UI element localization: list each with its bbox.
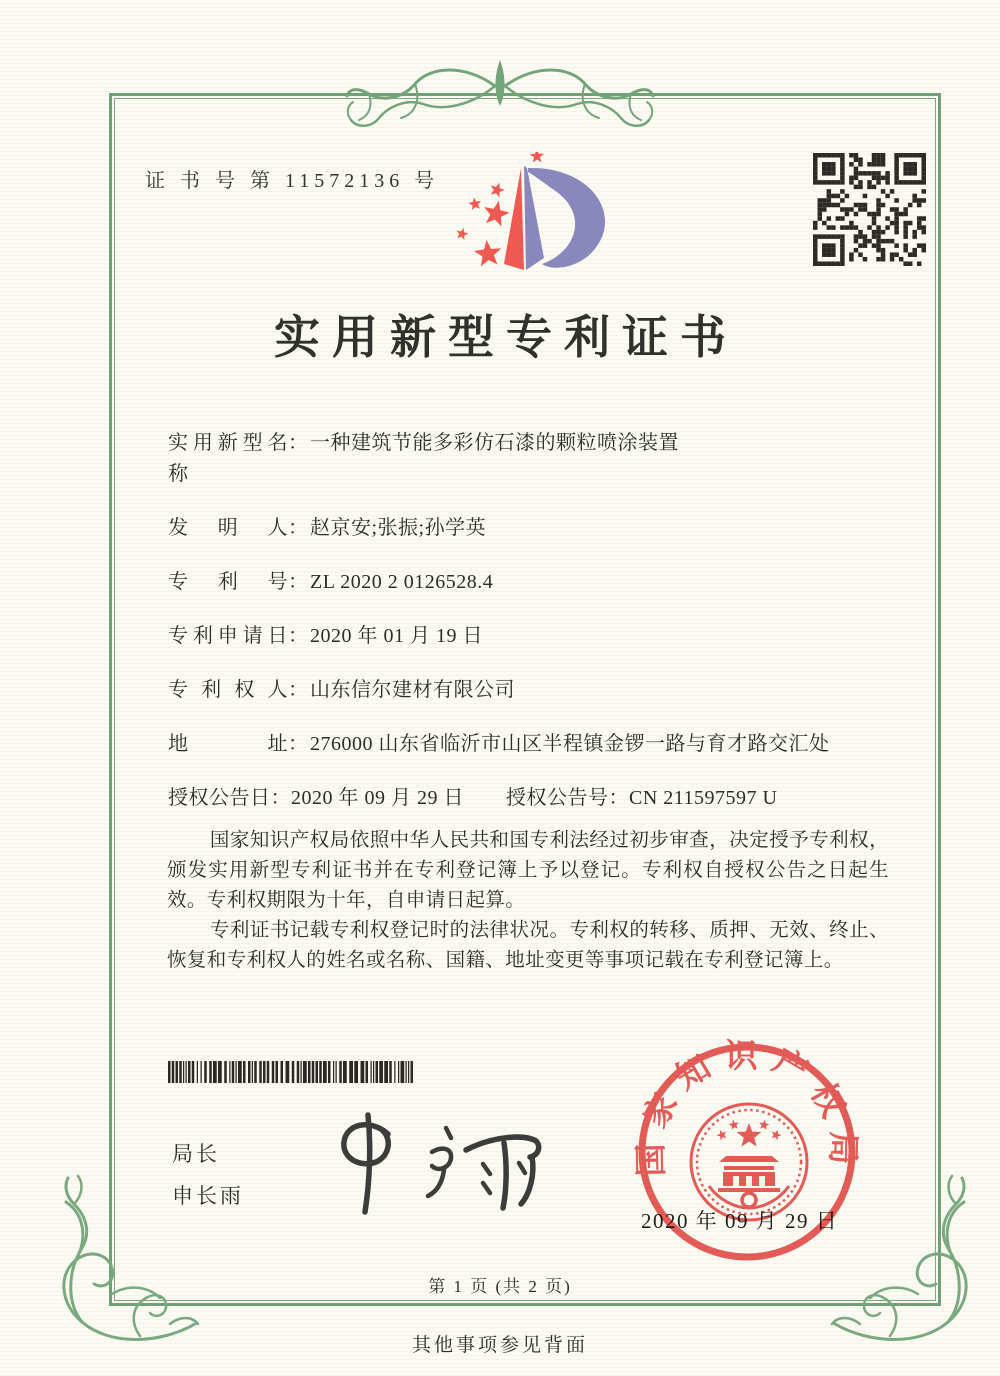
seal-text: 国家知识产权局 bbox=[633, 1039, 861, 1177]
grant-row bbox=[168, 783, 892, 814]
field-label: 地址 bbox=[168, 733, 288, 755]
field-list bbox=[168, 428, 892, 814]
legal-paragraph-2: 专利证书记载专利权登记时的法律状况。专利权的转移、质押、无效、终止、恢复和专利权人的姓名或名称、国籍、地址变更等事项记载在专利登记簿上。 bbox=[167, 920, 889, 971]
grant-date-label: 授权公告日 bbox=[168, 787, 271, 809]
legal-text bbox=[167, 826, 889, 976]
field-value: 276000 山东省临沂市山区半程镇金锣一路与育才路交汇处 bbox=[310, 733, 830, 755]
field-value: 山东信尔建材有限公司 bbox=[310, 679, 515, 701]
barcode-icon bbox=[168, 1061, 418, 1083]
cnipa-logo bbox=[438, 152, 608, 284]
director-name: 申长雨 bbox=[172, 1184, 244, 1208]
field-colon: ： bbox=[288, 432, 309, 454]
grant-date-value: 2020 年 09 月 29 日 bbox=[291, 787, 464, 809]
field-value: 赵京安;张振;孙学英 bbox=[310, 517, 487, 539]
field-value: 一种建筑节能多彩仿石漆的颗粒喷涂装置 bbox=[310, 432, 679, 454]
field-label: 发明人 bbox=[168, 517, 288, 539]
field-row-patent-number bbox=[168, 567, 892, 598]
field-row-address bbox=[168, 729, 892, 760]
cnipa-official-seal-icon bbox=[630, 1035, 864, 1269]
field-colon: ： bbox=[288, 625, 309, 647]
grant-number-label: 授权公告号 bbox=[506, 787, 609, 809]
field-colon: ： bbox=[288, 517, 309, 539]
legal-paragraph-1: 国家知识产权局依照中华人民共和国专利法经过初步审查，决定授予专利权，颁发实用新型专利证书并在专利登记簿上予以登记。专利权自授权公告之日起生效。专利权期限为十年，自申请日起算。 bbox=[167, 830, 889, 911]
field-label: 专利号 bbox=[168, 571, 288, 593]
field-colon: ： bbox=[288, 571, 309, 593]
field-row-inventors bbox=[168, 513, 892, 544]
seal-date: 2020 年 09 月 29 日 bbox=[641, 1209, 839, 1233]
field-value: ZL 2020 2 0126528.4 bbox=[310, 571, 494, 593]
grant-number-value: CN 211597597 U bbox=[629, 787, 778, 809]
field-colon: ： bbox=[608, 787, 629, 809]
field-label: 专利权人 bbox=[168, 679, 288, 701]
qr-code-icon bbox=[813, 153, 926, 266]
certificate-title: 实用新型专利证书 bbox=[274, 312, 738, 363]
field-value: 2020 年 01 月 19 日 bbox=[310, 625, 483, 647]
certificate-number: 证 书 号 第 11572136 号 bbox=[145, 170, 440, 192]
field-row-filing-date bbox=[168, 621, 892, 652]
back-side-note: 其他事项参见背面 bbox=[411, 1335, 588, 1356]
director-signature-icon bbox=[308, 1110, 544, 1220]
field-label: 实用新型名称 bbox=[168, 432, 288, 485]
field-colon: ： bbox=[288, 733, 309, 755]
field-colon: ： bbox=[288, 679, 309, 701]
director-title: 局长 bbox=[172, 1142, 220, 1166]
field-row-patentee bbox=[168, 675, 892, 706]
field-label: 专利申请日 bbox=[168, 625, 288, 647]
field-row-utility-model-name bbox=[168, 428, 892, 490]
top-flourish-ornament bbox=[345, 56, 655, 148]
page-number: 第 1 页 (共 2 页) bbox=[428, 1277, 572, 1296]
field-colon: ： bbox=[270, 787, 291, 809]
